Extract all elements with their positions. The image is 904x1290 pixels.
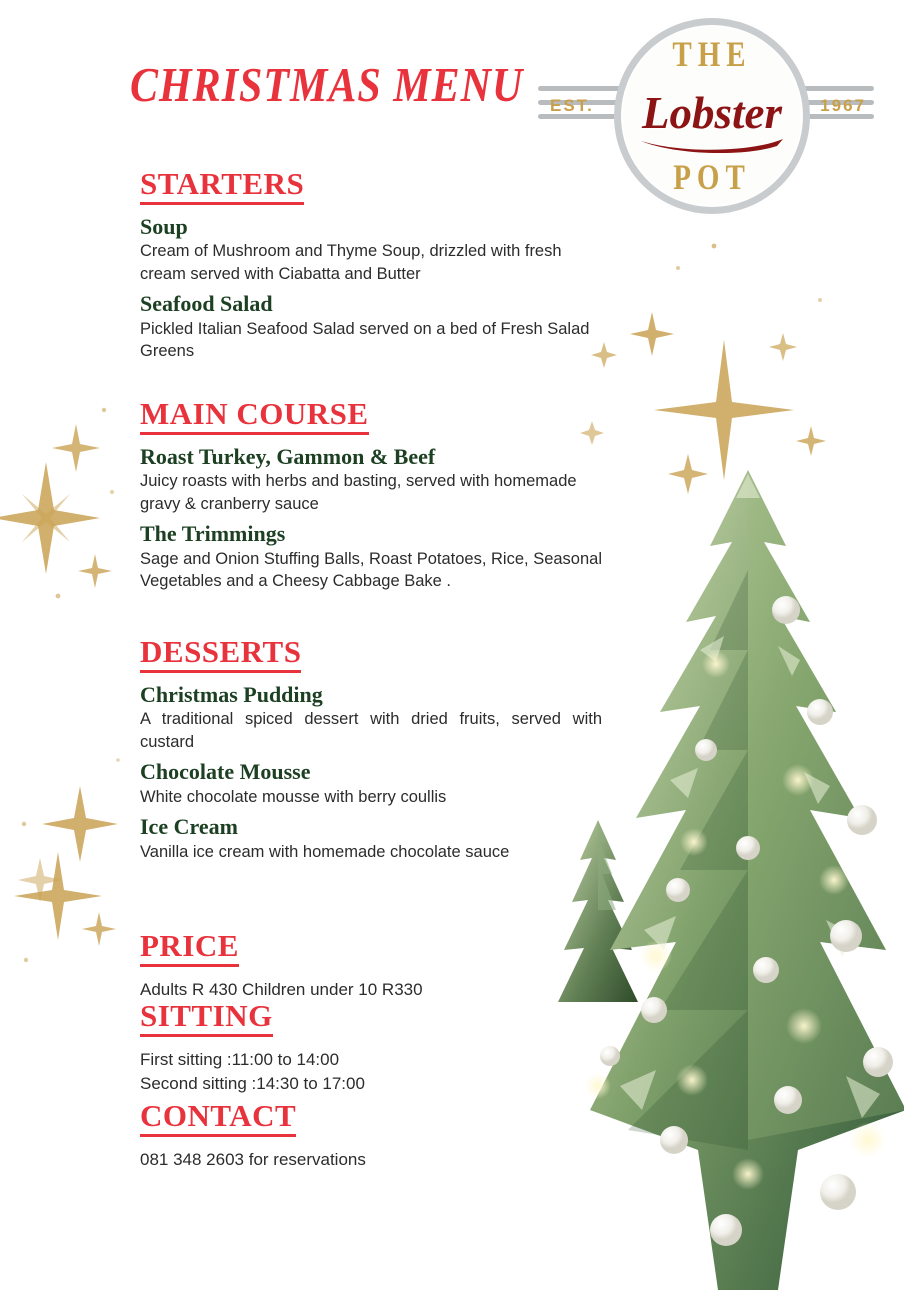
- section-heading-main-course: MAIN COURSE: [140, 398, 369, 435]
- contact-line: 081 348 2603 for reservations: [140, 1149, 366, 1169]
- menu-item-name: The Trimmings: [140, 521, 286, 547]
- logo-the-text: THE: [672, 34, 752, 75]
- section-main-course: [140, 398, 602, 593]
- section-heading-price: PRICE: [140, 930, 239, 967]
- section-heading-contact: CONTACT: [140, 1100, 296, 1137]
- logo-brand-text: Lobster: [642, 88, 782, 138]
- section-heading-starters: STARTERS: [140, 168, 304, 205]
- menu-item-name: Ice Cream: [140, 814, 238, 840]
- menu-item-name: Roast Turkey, Gammon & Beef: [140, 443, 436, 469]
- section-heading-sitting: SITTING: [140, 1000, 273, 1037]
- section-sitting: [140, 1000, 602, 1097]
- menu-item-name: Soup: [140, 213, 188, 239]
- menu-item-name: Chocolate Mousse: [140, 759, 311, 785]
- menu-item-description: Vanilla ice cream with homemade chocolate sauce: [140, 842, 510, 861]
- logo-pot-text: POT: [673, 157, 751, 198]
- section-desserts: [140, 636, 602, 864]
- section-price: [140, 930, 602, 1002]
- logo-swoosh-icon: [639, 137, 785, 153]
- menu-item-description: Sage and Onion Stuffing Balls, Roast Potatoes, Rice, Seasonal Vegetables and a Cheesy Cabbage Bake .: [140, 549, 602, 591]
- menu-item-description: A traditional spiced dessert with dried fruits, served with custard: [140, 709, 602, 751]
- section-contact: [140, 1100, 602, 1172]
- menu-item-name: Seafood Salad: [140, 291, 273, 317]
- menu-item-description: White chocolate mousse with berry coullis: [140, 787, 447, 806]
- page-title: CHRISTMAS MENU: [130, 59, 524, 113]
- price-line: Adults R 430 Children under 10 R330: [140, 979, 423, 999]
- menu-item-name: Christmas Pudding: [140, 681, 323, 707]
- menu-item-description: Cream of Mushroom and Thyme Soup, drizzled with fresh cream served with Ciabatta and Butter: [140, 241, 562, 283]
- logo-est-label: EST.: [550, 96, 594, 115]
- logo-circle: [614, 18, 810, 214]
- sitting-second-line: Second sitting :14:30 to 17:00: [140, 1074, 365, 1094]
- menu-item-description: Pickled Italian Seafood Salad served on a bed of Fresh Salad Greens: [140, 319, 590, 361]
- section-heading-desserts: DESSERTS: [140, 636, 301, 673]
- section-starters: [140, 168, 602, 363]
- logo-est-year: 1967: [820, 96, 866, 115]
- sitting-first-line: First sitting :11:00 to 14:00: [140, 1049, 340, 1069]
- menu-item-description: Juicy roasts with herbs and basting, served with homemade gravy & cranberry sauce: [140, 471, 577, 513]
